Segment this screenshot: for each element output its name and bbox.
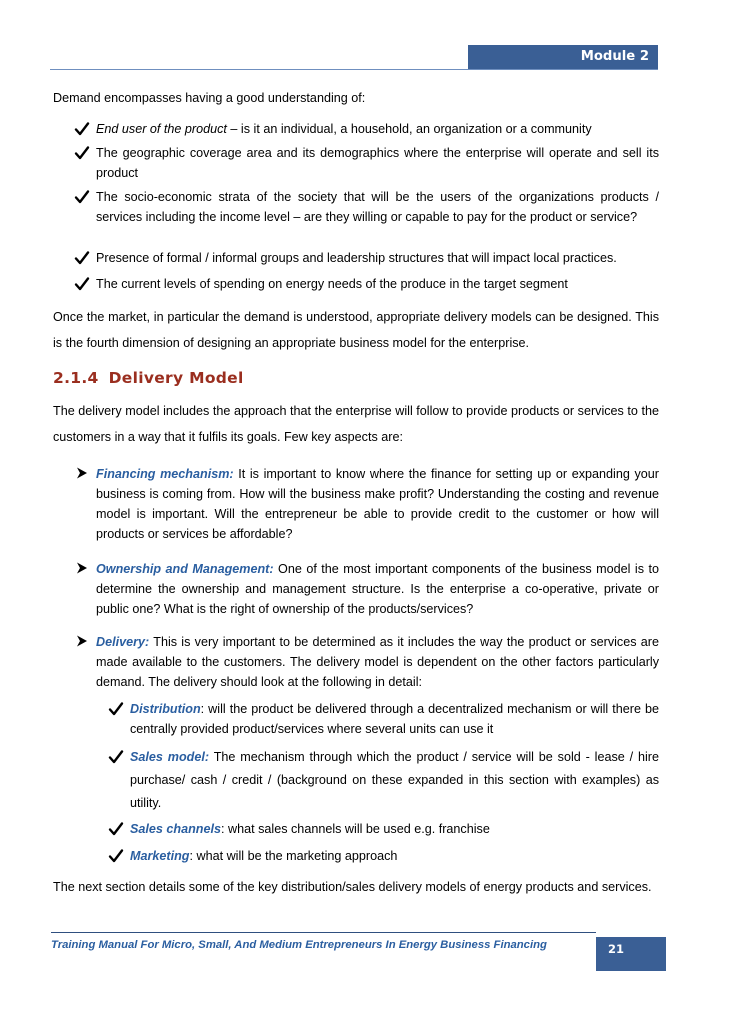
footer-rule bbox=[51, 932, 596, 933]
demand-item: The current levels of spending on energy needs of the produce in the target segment bbox=[96, 277, 568, 291]
check-icon bbox=[74, 189, 90, 205]
section-heading: 2.1.4 Delivery Model bbox=[53, 369, 244, 387]
aspect-item: Delivery: This is very important to be determined as it includes the way the product or services are made available to the customers. The delivery model is dependent on the other factors particularly demand. The delivery should look at the following in detail: bbox=[96, 635, 659, 689]
demand-item: The geographic coverage area and its demographics where the enterprise will operate and sell its product bbox=[96, 146, 659, 180]
delivery-item: Sales channels: what sales channels will be used e.g. franchise bbox=[130, 822, 490, 836]
check-icon bbox=[74, 276, 90, 292]
arrow-bullet-icon bbox=[75, 561, 91, 577]
check-icon bbox=[108, 701, 124, 717]
delivery-item: Marketing: what will be the marketing approach bbox=[130, 849, 398, 863]
aspect-item: Financing mechanism: It is important to know where the finance for setting up or expanding your business is coming from. How will the business make profit? Understanding the costing and revenue model is important. Will the entrepreneur be able to provide credit to the customer or how will products or services be affordable? bbox=[96, 467, 659, 541]
delivery-item: Sales model: The mechanism through which the product / service will be sold - lease / hire purchase/ cash / credit / (background on these expanded in this section with examples) as utility. bbox=[130, 750, 659, 810]
body-paragraph: The next section details some of the key distribution/sales delivery models of energy products and services. bbox=[53, 880, 652, 894]
demand-item: End user of the product – is it an individual, a household, an organization or a community bbox=[96, 122, 592, 136]
check-icon bbox=[108, 749, 124, 765]
header-rule bbox=[50, 45, 658, 70]
demand-item: The socio-economic strata of the society that will be the users of the organizations products / services including the income level – are they willing or capable to pay for the product or service? bbox=[96, 190, 659, 224]
check-icon bbox=[74, 121, 90, 137]
footer-title: Training Manual For Micro, Small, And Medium Entrepreneurs In Energy Business Financing bbox=[51, 939, 547, 951]
page-number: 21 bbox=[596, 937, 666, 971]
arrow-bullet-icon bbox=[75, 634, 91, 650]
check-icon bbox=[74, 250, 90, 266]
check-icon bbox=[108, 848, 124, 864]
module-label: Module 2 bbox=[468, 45, 658, 69]
aspect-item: Ownership and Management: One of the most important components of the business model is to determine the ownership and management structure. Is the enterprise a co-operative, private or public one? What is the right of ownership of the products/services? bbox=[96, 562, 659, 616]
demand-item: Presence of formal / informal groups and leadership structures that will impact local practices. bbox=[96, 251, 617, 265]
intro-text: Demand encompasses having a good understanding of: bbox=[53, 91, 366, 105]
check-icon bbox=[108, 821, 124, 837]
body-paragraph: Once the market, in particular the demand is understood, appropriate delivery models can be designed. This is the fourth dimension of designing an appropriate business model for the enterprise. bbox=[53, 310, 659, 350]
body-paragraph: The delivery model includes the approach that the enterprise will follow to provide products or services to the customers in a way that it fulfils its goals. Few key aspects are: bbox=[53, 404, 659, 444]
arrow-bullet-icon bbox=[75, 466, 91, 482]
check-icon bbox=[74, 145, 90, 161]
delivery-item: Distribution: will the product be delivered through a decentralized mechanism or will there be centrally provided product/services where several units can use it bbox=[130, 702, 659, 736]
